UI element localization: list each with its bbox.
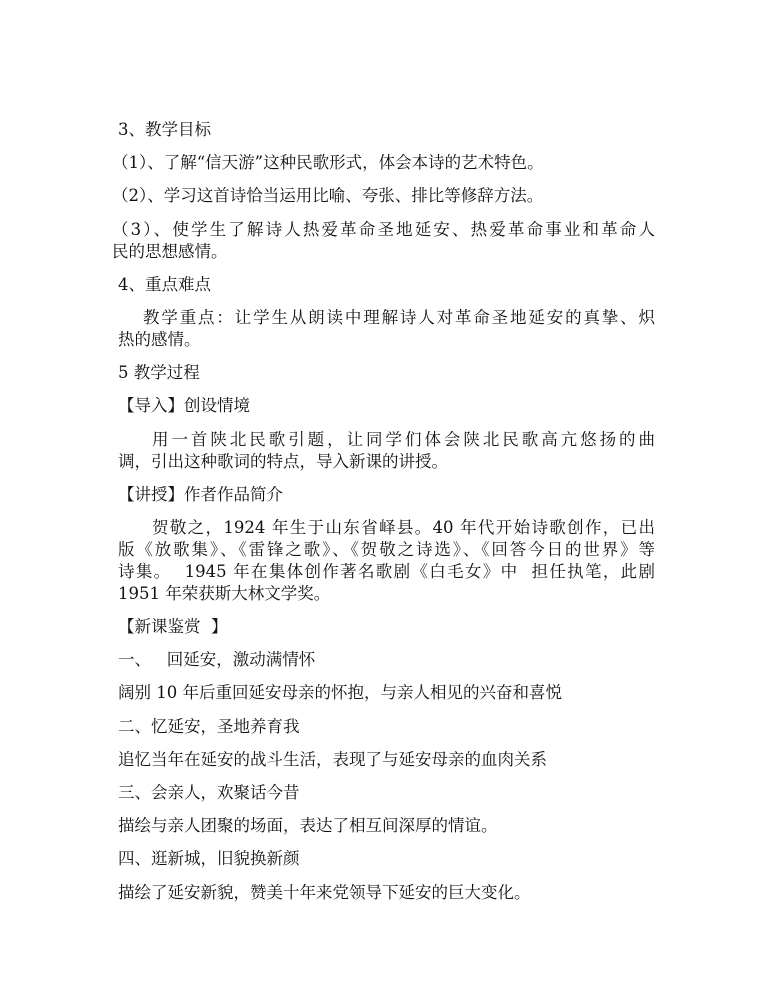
- objective-item-3-line-2: 民的思想感情。: [112, 241, 228, 261]
- intro-line-1: 用一首陕北民歌引题，让同学们体会陕北民歌高亢悠扬的曲: [152, 429, 655, 449]
- intro-heading: [118, 395, 655, 417]
- objective-item-2-line-1: （2）、学习这首诗恰当运用比喻、夸张、排比等修辞方法。: [112, 186, 544, 206]
- objective-item-1-line-1: （1）、了解“信天游”这种民歌形式，体会本诗的艺术特色。: [112, 153, 544, 173]
- process-heading-text: 5 教学过程: [118, 363, 200, 383]
- key-points-line-2: 热的感情。: [118, 329, 201, 349]
- part-title-text: 四、逛新城，旧貌换新颜: [118, 849, 300, 869]
- appreciation-part-3-summary: [118, 815, 655, 837]
- objective-item-2: [112, 185, 655, 207]
- lecture-line-2: 版《放歌集》、《雷锋之歌》、《贺敬之诗选》、《回答今日的世界》等: [118, 539, 655, 559]
- appreciation-part-3-title: [118, 782, 655, 804]
- appreciation-heading: [118, 616, 655, 638]
- intro-line-2: 调，引出这种歌词的特点，导入新课的讲授。: [118, 451, 448, 471]
- part-title-text: 三、会亲人，欢聚话今昔: [118, 783, 300, 802]
- lecture-line-3: 诗集。 1945 年在集体创作著名歌剧《白毛女》中 担任执笔，此剧: [118, 561, 655, 581]
- objectives-heading: [118, 119, 655, 141]
- part-title-text: 一、 回延安，激动满情怀: [118, 650, 316, 670]
- appreciation-part-2-title: [118, 716, 655, 738]
- appreciation-part-4-title: [118, 848, 655, 870]
- part-summary-text: 描绘了延安新貌，赞美十年来党领导下延安的巨大变化。: [118, 882, 531, 902]
- appreciation-part-1-title: [118, 649, 655, 671]
- lecture-heading-text: 【讲授】作者作品简介: [118, 484, 283, 504]
- lecture-heading: [118, 484, 655, 506]
- process-heading: [118, 362, 655, 384]
- objective-item-3-line-1: （3）、使学生了解诗人热爱革命圣地延安、热爱革命事业和革命人: [112, 219, 655, 239]
- objective-item-3: [112, 219, 655, 263]
- key-points-paragraph: [118, 307, 655, 351]
- part-title-text: 二、忆延安，圣地养育我: [118, 716, 300, 736]
- intro-paragraph: [118, 429, 655, 473]
- appreciation-part-2-summary: [118, 749, 655, 771]
- lecture-line-4: 1951 年荣获斯大林文学奖。: [118, 583, 331, 603]
- appreciation-part-4-summary: [118, 882, 655, 904]
- part-summary-text: 阔别 10 年后重回延安母亲的怀抱，与亲人相见的兴奋和喜悦: [118, 683, 562, 703]
- appreciation-heading-text: 【新课鉴赏 】: [118, 617, 228, 637]
- key-points-heading: [118, 274, 655, 296]
- key-points-heading-text: 4、重点难点: [118, 274, 211, 294]
- objective-item-1: [112, 152, 655, 174]
- key-points-line-1: 教学重点：让学生从朗读中理解诗人对革命圣地延安的真挚、炽: [143, 307, 655, 327]
- appreciation-part-1-summary: [118, 682, 655, 704]
- part-summary-text: 追忆当年在延安的战斗生活，表现了与延安母亲的血肉关系: [118, 749, 547, 769]
- intro-heading-text: 【导入】创设情境: [118, 396, 250, 416]
- lecture-paragraph: [118, 517, 655, 605]
- lecture-line-1: 贺敬之，1924 年生于山东省峄县。40 年代开始诗歌创作，已出: [152, 517, 655, 537]
- lesson-plan-content: [112, 119, 655, 915]
- part-summary-text: 描绘与亲人团聚的场面，表达了相互间深厚的情谊。: [118, 816, 498, 836]
- objectives-heading-text: 3、教学目标: [118, 120, 211, 139]
